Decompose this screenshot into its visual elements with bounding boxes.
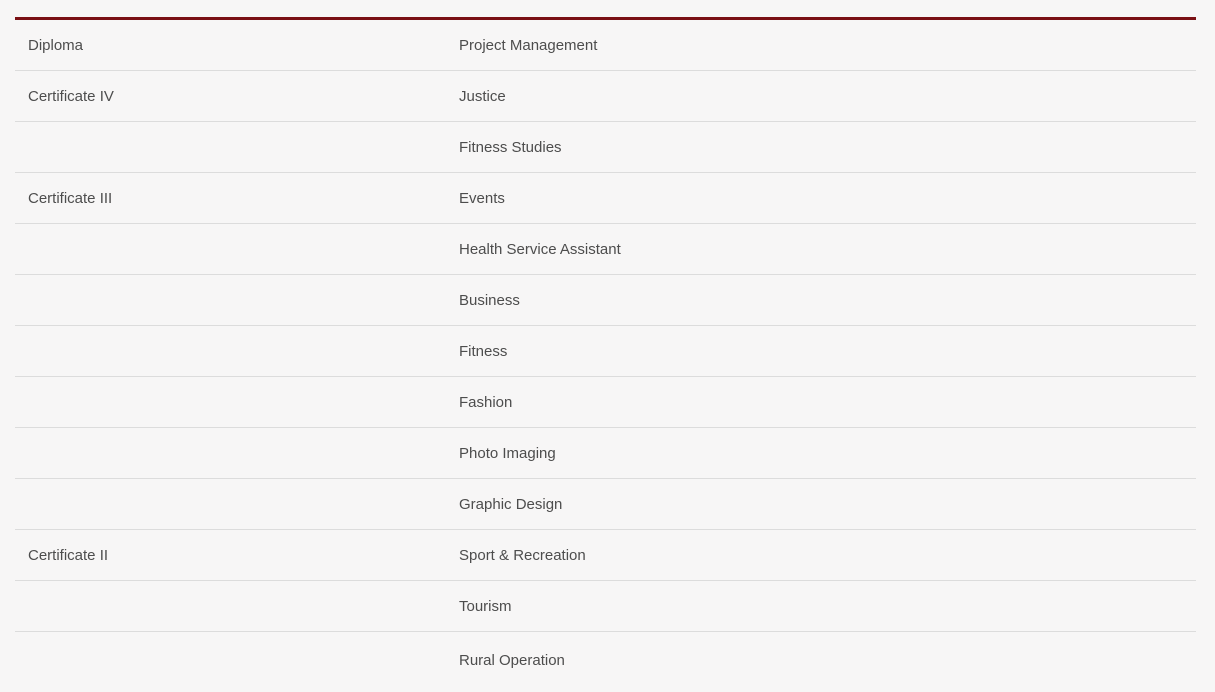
course-cell: Project Management (459, 36, 598, 54)
table-row (15, 20, 1196, 71)
course-cell: Sport & Recreation (459, 546, 586, 564)
table-row (15, 377, 1196, 428)
table-row (15, 71, 1196, 122)
qualification-cell: Certificate III (28, 189, 113, 207)
course-cell: Photo Imaging (459, 444, 556, 462)
course-cell: Fitness Studies (459, 138, 562, 156)
course-cell: Business (459, 291, 520, 309)
table-row (15, 530, 1196, 581)
table-row (15, 224, 1196, 275)
course-cell: Events (459, 189, 505, 207)
table-row (15, 581, 1196, 632)
qualification-cell: Diploma (28, 36, 84, 54)
course-cell: Fitness (459, 342, 508, 360)
course-cell: Graphic Design (459, 495, 563, 513)
table-row (15, 275, 1196, 326)
course-cell: Rural Operation (459, 652, 565, 669)
qualification-cell: Certificate II (28, 546, 109, 564)
table-row (15, 632, 1196, 689)
table-row (15, 428, 1196, 479)
table-row (15, 326, 1196, 377)
course-cell: Justice (459, 87, 506, 105)
course-cell: Fashion (459, 393, 513, 411)
course-cell: Health Service Assistant (459, 240, 621, 258)
qualification-cell: Certificate IV (28, 87, 114, 105)
table-row (15, 173, 1196, 224)
table-row (15, 122, 1196, 173)
qualifications-table (15, 17, 1196, 689)
table-row (15, 479, 1196, 530)
course-cell: Tourism (459, 597, 512, 615)
